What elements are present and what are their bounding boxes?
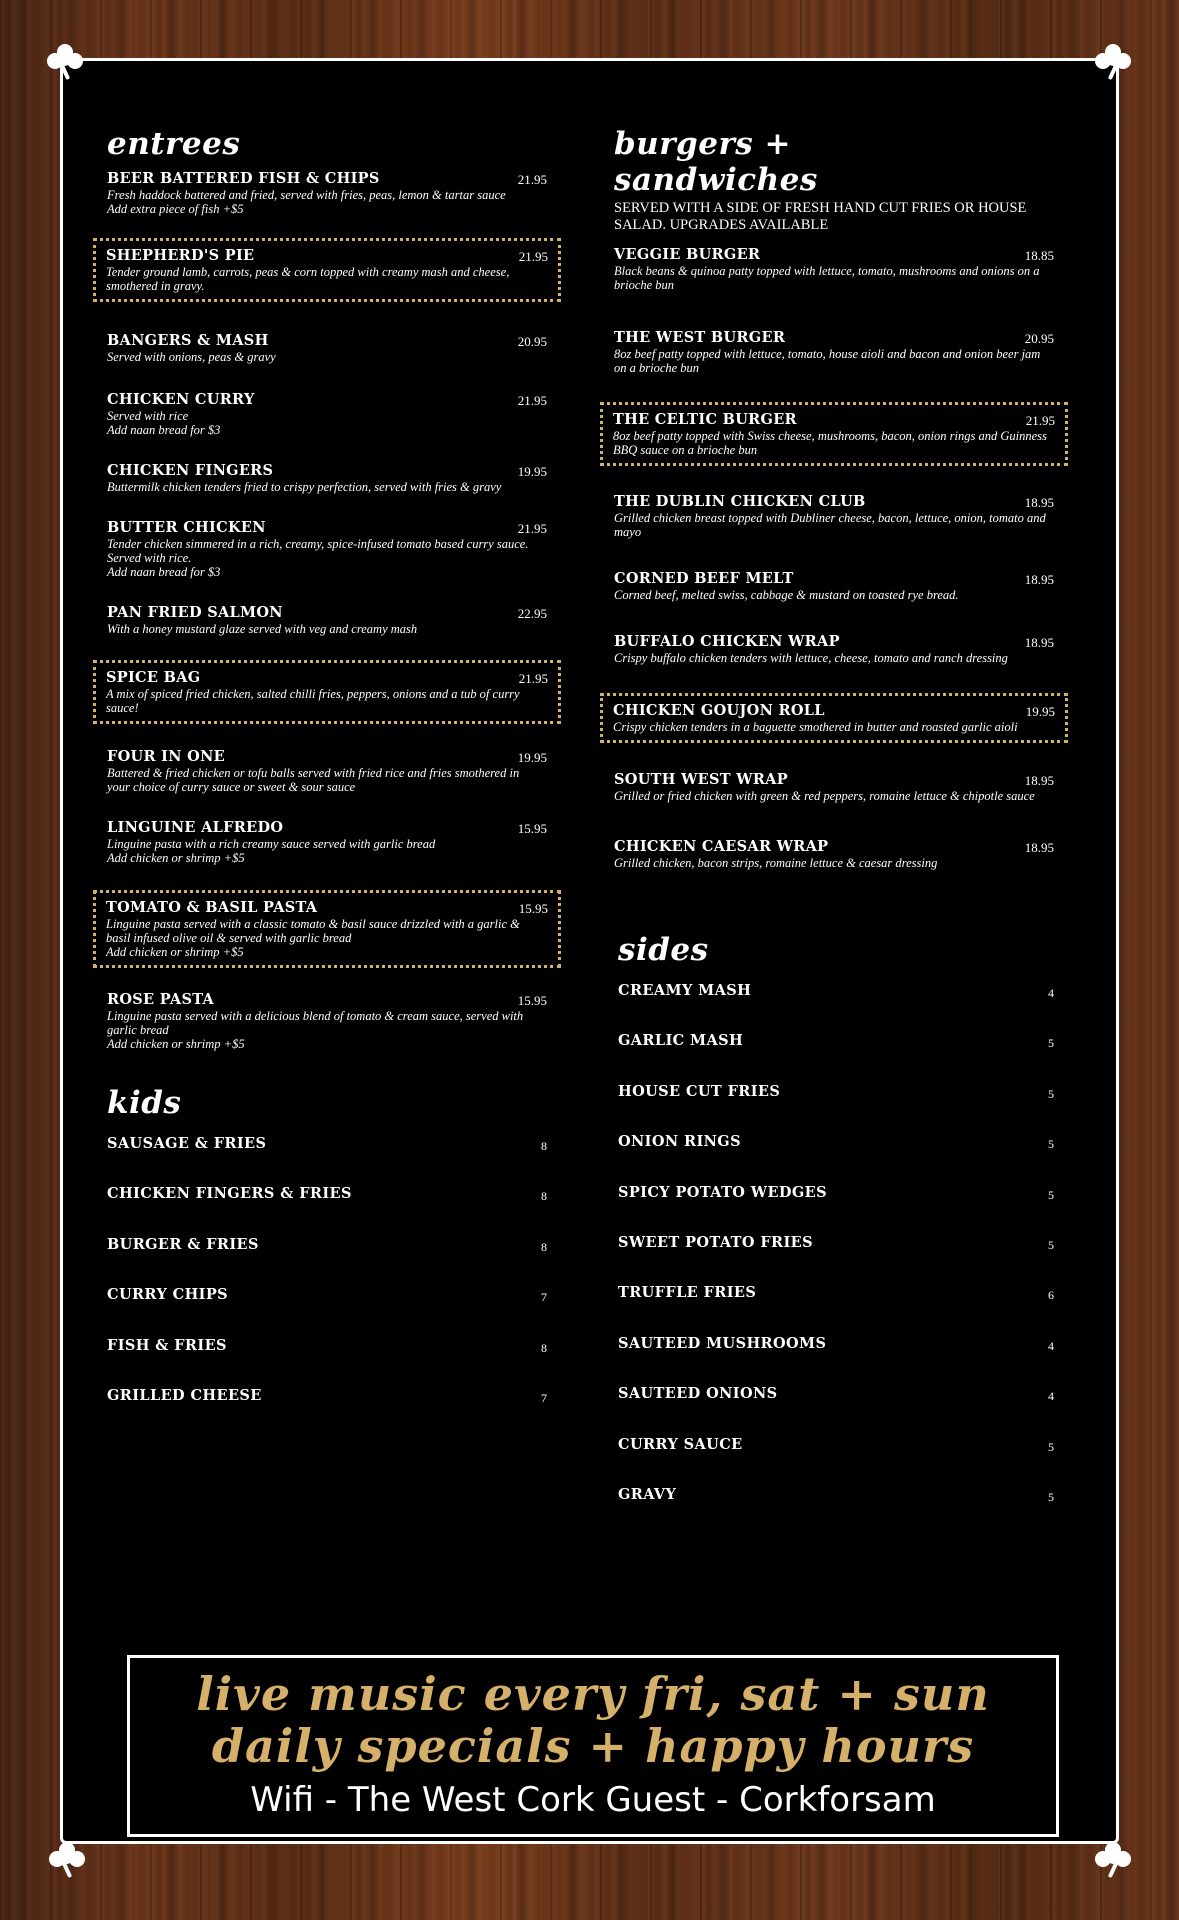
kids-item xyxy=(107,1286,547,1336)
item-name: SPICE BAG xyxy=(106,669,201,686)
menu-item xyxy=(614,771,1054,803)
item-name: THE WEST BURGER xyxy=(614,329,786,346)
burgers-heading xyxy=(614,126,1054,198)
sides-item xyxy=(618,1335,1054,1385)
sides-item xyxy=(618,1133,1054,1183)
item-price: 8 xyxy=(541,1340,547,1355)
menu-item xyxy=(93,238,561,302)
item-price: 5 xyxy=(1048,1489,1054,1504)
item-description: Linguine pasta served with a classic tomato & basil sauce drizzled with a garlic & basil infused olive oil & served with garlic bread xyxy=(106,917,520,945)
item-name: GRILLED CHEESE xyxy=(107,1386,262,1404)
item-price: 21.95 xyxy=(1025,413,1055,428)
item-description: Tender ground lamb, carrots, peas & corn topped with creamy mash and cheese, smothered in gravy. xyxy=(106,265,510,293)
item-name: CHICKEN CAESAR WRAP xyxy=(614,838,829,855)
sides-item xyxy=(618,1234,1054,1284)
menu-item xyxy=(107,819,547,865)
menu-item xyxy=(107,991,547,1051)
item-name: LINGUINE ALFREDO xyxy=(107,819,284,836)
item-name: CREAMY MASH xyxy=(618,982,752,999)
kids-list xyxy=(107,1135,547,1437)
banner-wifi: Wifi - The West Cork Guest - Corkforsam xyxy=(250,1780,936,1820)
sides-item xyxy=(618,1184,1054,1234)
item-description: Add chicken or shrimp +$5 xyxy=(106,945,244,959)
right-column xyxy=(614,126,1054,1536)
item-description: Grilled or fried chicken with green & red peppers, romaine lettuce & chipotle sauce xyxy=(614,789,1035,803)
kids-heading: kids xyxy=(107,1085,182,1121)
item-name: BURGER & FRIES xyxy=(107,1235,259,1253)
item-price: 15.95 xyxy=(517,821,547,836)
item-price: 8 xyxy=(541,1189,547,1204)
item-description: Corned beef, melted swiss, cabbage & mustard on toasted rye bread. xyxy=(614,588,959,602)
item-name: BUFFALO CHICKEN WRAP xyxy=(614,633,840,650)
menu-item xyxy=(107,519,547,579)
banner-daily-specials: daily specials + happy hours xyxy=(211,1719,975,1773)
item-price: 5 xyxy=(1048,1237,1054,1252)
item-name: SHEPHERD'S PIE xyxy=(106,247,255,264)
sides-item xyxy=(618,1083,1054,1133)
menu-item xyxy=(614,329,1054,375)
menu-item xyxy=(107,170,547,216)
menu-item xyxy=(107,604,547,636)
item-description: Tender chicken simmered in a rich, creamy, spice-infused tomato based curry sauce. Served with rice. xyxy=(107,537,529,565)
burgers-list xyxy=(614,246,1054,870)
item-name: BANGERS & MASH xyxy=(107,332,269,349)
item-name: CHICKEN GOUJON ROLL xyxy=(613,702,825,719)
shamrock-icon xyxy=(45,1838,89,1882)
menu-item xyxy=(93,890,561,968)
item-name: FOUR IN ONE xyxy=(107,748,225,765)
menu-item xyxy=(600,693,1068,743)
item-price: 19.95 xyxy=(517,750,547,765)
item-description: Black beans & quinoa patty topped with lettuce, tomato, mushrooms and onions on a brioche bun xyxy=(614,264,1040,292)
item-price: 21.95 xyxy=(517,172,547,187)
item-description: Grilled chicken breast topped with Dubliner cheese, bacon, lettuce, onion, tomato and mayo xyxy=(614,511,1046,539)
item-price: 8 xyxy=(541,1139,547,1153)
entrees-list xyxy=(107,170,547,1051)
item-price: 18.95 xyxy=(1024,773,1054,788)
item-description: 8oz beef patty topped with lettuce, tomato, house aioli and bacon and onion beer jam on a brioche bun xyxy=(614,347,1041,375)
item-price: 21.95 xyxy=(518,671,548,686)
item-description: Add naan bread for $3 xyxy=(107,565,221,579)
item-name: THE CELTIC BURGER xyxy=(613,411,797,428)
item-price: 19.95 xyxy=(517,464,547,479)
item-description: Fresh haddock battered and fried, served with fries, peas, lemon & tartar sauce xyxy=(107,188,506,202)
item-price: 20.95 xyxy=(1024,331,1054,346)
menu-item xyxy=(614,838,1054,870)
item-price: 21.95 xyxy=(517,521,547,536)
sides-item xyxy=(618,1032,1054,1082)
kids-item xyxy=(107,1135,547,1185)
item-description: Crispy chicken tenders in a baguette smothered in butter and roasted garlic aioli xyxy=(613,720,1018,734)
item-name: CURRY CHIPS xyxy=(107,1286,229,1304)
item-name: FISH & FRIES xyxy=(107,1336,227,1354)
item-name: TRUFFLE FRIES xyxy=(618,1284,757,1302)
item-name: SAUTEED ONIONS xyxy=(618,1385,778,1403)
menu-item xyxy=(107,332,547,364)
sides-list xyxy=(614,982,1054,1536)
kids-item xyxy=(107,1185,547,1235)
entrees-heading: entrees xyxy=(107,126,241,162)
item-description: Battered & fried chicken or tofu balls served with fried rice and fries smothered in your choice of curry sauce or sweet & sour sauce xyxy=(107,766,520,794)
item-price: 18.95 xyxy=(1024,635,1054,650)
item-name: SPICY POTATO WEDGES xyxy=(618,1183,827,1201)
item-price: 6 xyxy=(1048,1288,1054,1303)
item-description: Linguine pasta with a rich creamy sauce served with garlic bread xyxy=(107,837,436,851)
item-description: A mix of spiced fried chicken, salted chilli fries, peppers, onions and a tub of curry sauce! xyxy=(106,687,520,715)
item-name: GARLIC MASH xyxy=(618,1032,744,1050)
item-name: THE DUBLIN CHICKEN CLUB xyxy=(614,493,866,510)
menu-item xyxy=(614,633,1054,665)
item-price: 4 xyxy=(1048,1389,1054,1404)
shamrock-icon xyxy=(1091,40,1135,84)
item-name: BEER BATTERED FISH & CHIPS xyxy=(107,170,380,187)
item-price: 21.95 xyxy=(517,393,547,408)
item-name: SWEET POTATO FRIES xyxy=(618,1233,814,1251)
item-name: HOUSE CUT FRIES xyxy=(618,1082,781,1100)
item-name: ROSE PASTA xyxy=(107,991,215,1008)
sides-item xyxy=(618,1385,1054,1435)
item-price: 5 xyxy=(1048,1036,1054,1051)
item-price: 18.95 xyxy=(1024,495,1054,510)
item-name: CURRY SAUCE xyxy=(618,1435,743,1453)
sides-item xyxy=(618,1436,1054,1486)
left-column xyxy=(107,126,547,1437)
item-description: Buttermilk chicken tenders fried to crispy perfection, served with fries & gravy xyxy=(107,480,502,494)
burgers-heading-line2: sandwiches xyxy=(614,162,818,198)
promo-banner xyxy=(127,1655,1059,1837)
sides-item xyxy=(618,982,1054,1032)
item-price: 19.95 xyxy=(1025,704,1055,719)
sides-item xyxy=(618,1284,1054,1334)
item-description: Add naan bread for $3 xyxy=(107,423,221,437)
item-name: GRAVY xyxy=(618,1485,677,1503)
sides-item xyxy=(618,1486,1054,1536)
item-price: 15.95 xyxy=(517,993,547,1008)
item-description: 8oz beef patty topped with Swiss cheese, mushrooms, bacon, onion rings and Guinness BBQ sauce on a brioche bun xyxy=(613,429,1047,457)
item-name: BUTTER CHICKEN xyxy=(107,519,266,536)
item-price: 4 xyxy=(1048,1338,1054,1353)
menu-item xyxy=(107,462,547,494)
item-price: 4 xyxy=(1048,986,1054,1000)
item-name: SAUSAGE & FRIES xyxy=(107,1135,267,1152)
menu-item xyxy=(93,660,561,724)
item-name: CORNED BEEF MELT xyxy=(614,570,794,587)
item-name: PAN FRIED SALMON xyxy=(107,604,283,621)
item-description: With a honey mustard glaze served with veg and creamy mash xyxy=(107,622,418,636)
item-description: Linguine pasta served with a delicious blend of tomato & cream sauce, served with garlic bread xyxy=(107,1009,524,1037)
shamrock-icon xyxy=(43,40,87,84)
burgers-heading-line1: burgers + xyxy=(614,126,791,162)
item-price: 21.95 xyxy=(518,249,548,264)
item-price: 18.95 xyxy=(1024,840,1054,855)
item-price: 7 xyxy=(541,1390,547,1405)
item-name: CHICKEN FINGERS & FRIES xyxy=(107,1185,352,1203)
item-price: 22.95 xyxy=(517,606,547,621)
burgers-subtitle: SERVED WITH A SIDE OF FRESH HAND CUT FRIES OR HOUSE SALAD. UPGRADES AVAILABLE xyxy=(614,200,1027,233)
kids-item xyxy=(107,1236,547,1286)
menu-item xyxy=(614,246,1054,292)
item-description: Add chicken or shrimp +$5 xyxy=(107,851,245,865)
item-price: 20.95 xyxy=(517,334,547,349)
item-name: CHICKEN FINGERS xyxy=(107,462,274,479)
menu-item xyxy=(614,493,1054,539)
item-price: 8 xyxy=(541,1239,547,1254)
shamrock-icon xyxy=(1091,1838,1135,1882)
menu-item xyxy=(600,402,1068,466)
item-price: 7 xyxy=(541,1290,547,1305)
item-name: VEGGIE BURGER xyxy=(614,246,761,263)
item-description: Add extra piece of fish +$5 xyxy=(107,202,244,216)
item-price: 5 xyxy=(1048,1137,1054,1152)
item-name: SOUTH WEST WRAP xyxy=(614,771,788,788)
item-description: Grilled chicken, bacon strips, romaine lettuce & caesar dressing xyxy=(614,856,938,870)
menu-item xyxy=(107,391,547,437)
item-name: ONION RINGS xyxy=(618,1133,741,1151)
sides-heading: sides xyxy=(618,932,709,968)
kids-item xyxy=(107,1387,547,1437)
item-price: 18.85 xyxy=(1024,248,1054,263)
item-price: 5 xyxy=(1048,1086,1054,1101)
item-description: Served with onions, peas & gravy xyxy=(107,350,276,364)
banner-live-music: live music every fri, sat + sun xyxy=(196,1667,990,1721)
item-name: CHICKEN CURRY xyxy=(107,391,255,408)
item-description: Add chicken or shrimp +$5 xyxy=(107,1037,245,1051)
item-description: Crispy buffalo chicken tenders with lettuce, cheese, tomato and ranch dressing xyxy=(614,651,1008,665)
item-price: 5 xyxy=(1048,1439,1054,1454)
item-name: SAUTEED MUSHROOMS xyxy=(618,1334,827,1352)
item-name: TOMATO & BASIL PASTA xyxy=(106,899,318,916)
item-price: 5 xyxy=(1048,1187,1054,1202)
item-price: 18.95 xyxy=(1024,572,1054,587)
menu-item xyxy=(107,748,547,794)
menu-item xyxy=(614,570,1054,602)
item-description: Served with rice xyxy=(107,409,189,423)
item-price: 15.95 xyxy=(518,901,548,916)
kids-item xyxy=(107,1337,547,1387)
